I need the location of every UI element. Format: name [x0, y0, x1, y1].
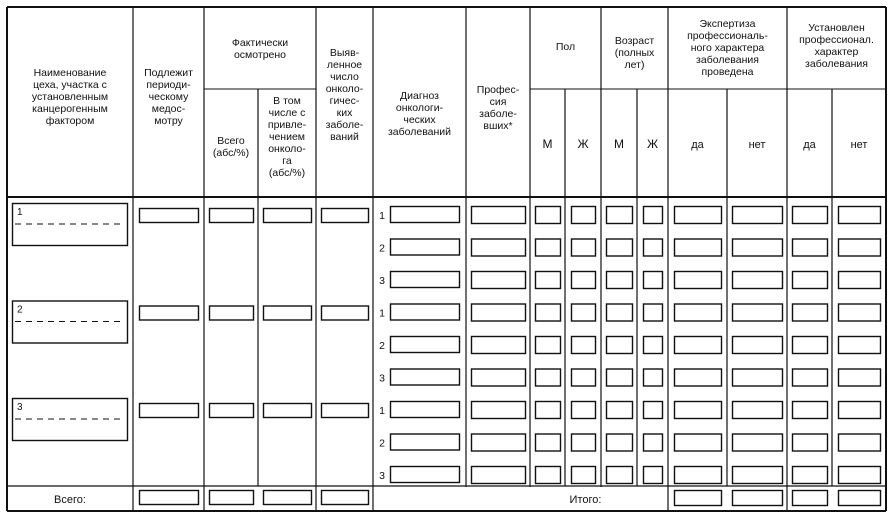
sex-male-box[interactable] — [536, 467, 561, 484]
footer-established-no-total[interactable] — [839, 491, 881, 506]
header-age-female: Ж — [646, 137, 659, 151]
header-examined-total-line: Всего — [217, 135, 245, 147]
header-established-yes: да — [803, 139, 816, 151]
sex-female-box[interactable] — [572, 434, 596, 451]
sex-female-box[interactable] — [572, 304, 596, 321]
header-detected-line: Выяв- — [329, 47, 360, 59]
sex-male-box[interactable] — [536, 304, 561, 321]
diagnosis-row-number: 2 — [379, 340, 385, 352]
diagnosis-field[interactable] — [391, 207, 460, 223]
header-established-line: заболевания — [805, 58, 868, 70]
age-male-box[interactable] — [607, 402, 633, 419]
workshop-number: 1 — [17, 207, 23, 218]
diagnosis-field[interactable] — [391, 337, 460, 353]
detected-field[interactable] — [322, 306, 369, 320]
header-examined-line: Фактически — [231, 37, 289, 49]
diagnosis-row-number: 1 — [379, 307, 385, 320]
established-no-box[interactable] — [839, 207, 881, 224]
profession-box[interactable] — [472, 304, 526, 321]
header-examined-oncologist-line: В том — [273, 95, 301, 107]
sex-female-box[interactable] — [572, 272, 596, 289]
header-expertise-yes: да — [691, 139, 704, 151]
subject-field[interactable] — [140, 306, 199, 320]
workshop-number: 3 — [17, 402, 23, 413]
established-no-box[interactable] — [839, 272, 881, 289]
expertise-no-box[interactable] — [733, 239, 783, 256]
header-age-line: (полных — [614, 47, 655, 59]
table-body — [13, 204, 881, 484]
header-expertise-line: проведена — [701, 66, 754, 78]
header-established-no: нет — [850, 139, 868, 151]
header-examined-total-line: (абс/%) — [212, 147, 250, 159]
diagnosis-row-number: 2 — [379, 437, 385, 450]
age-male-box[interactable] — [607, 337, 633, 354]
profession-box[interactable] — [472, 207, 526, 224]
expertise-no-box[interactable] — [733, 434, 783, 451]
age-female-box[interactable] — [644, 402, 663, 419]
header-examined-oncologist-line: чением — [268, 131, 306, 143]
header-diagnosis — [388, 90, 451, 138]
age-female-box[interactable] — [644, 369, 663, 386]
expertise-yes-box[interactable] — [675, 434, 722, 451]
established-no-box[interactable] — [839, 337, 881, 354]
profession-box[interactable] — [472, 337, 526, 354]
expertise-no-box[interactable] — [733, 369, 783, 386]
header-detected-line: ваний — [330, 131, 359, 143]
footer-established-yes-total[interactable] — [793, 491, 828, 506]
age-male-box[interactable] — [607, 304, 633, 321]
table-header — [32, 18, 874, 179]
header-expertise-no: нет — [748, 139, 766, 151]
header-workshop-line: фактором — [45, 115, 95, 127]
established-yes-box[interactable] — [793, 467, 828, 484]
header-subject — [144, 67, 193, 127]
profession-box[interactable] — [472, 402, 526, 419]
expertise-no-box[interactable] — [733, 304, 783, 321]
header-subject-line: Подлежит — [144, 67, 193, 79]
header-diagnosis-line: заболеваний — [387, 126, 452, 138]
age-female-box[interactable] — [644, 304, 663, 321]
header-subject-line: мотру — [154, 115, 183, 127]
header-profession — [477, 84, 520, 132]
examined-oncologist-field[interactable] — [264, 404, 312, 418]
age-male-box[interactable] — [607, 239, 633, 256]
header-detected-line: ленное — [326, 59, 363, 71]
header-detected-line: заболе- — [325, 119, 364, 131]
age-female-box[interactable] — [644, 467, 663, 484]
header-examined-total — [213, 135, 249, 159]
examined-total-field[interactable] — [210, 404, 254, 418]
header-workshop-line: Наименование — [33, 67, 107, 79]
diagnosis-row-number: 2 — [379, 242, 385, 255]
header-female: Ж — [577, 137, 589, 151]
diagnosis-field[interactable] — [391, 239, 460, 255]
header-examined — [232, 37, 288, 61]
established-no-box[interactable] — [839, 434, 881, 451]
header-examined-line: осмотрено — [233, 49, 287, 61]
header-subject-line: медос- — [151, 103, 186, 115]
sex-male-box[interactable] — [536, 369, 561, 386]
detected-field[interactable] — [322, 404, 369, 418]
established-no-box[interactable] — [839, 369, 881, 386]
examined-oncologist-field[interactable] — [264, 306, 312, 320]
header-expertise-line: профессиональ- — [687, 30, 768, 42]
profession-box[interactable] — [472, 369, 526, 386]
header-profession-line: Профес- — [476, 84, 520, 96]
diagnosis-row-number: 1 — [379, 210, 385, 222]
age-male-box[interactable] — [607, 272, 633, 289]
established-yes-box[interactable] — [793, 304, 828, 321]
sex-female-box[interactable] — [572, 337, 596, 354]
examined-oncologist-field[interactable] — [264, 209, 312, 223]
header-workshop-line: цеха, участка с — [33, 79, 107, 91]
expertise-yes-box[interactable] — [675, 207, 722, 224]
examined-total-field[interactable] — [210, 306, 254, 320]
subject-field[interactable] — [140, 404, 199, 418]
expertise-no-box[interactable] — [733, 337, 783, 354]
established-yes-box[interactable] — [793, 434, 828, 451]
diagnosis-field[interactable] — [391, 467, 460, 483]
sex-female-box[interactable] — [572, 369, 596, 386]
header-examined-oncologist — [268, 95, 307, 179]
established-yes-box[interactable] — [793, 337, 828, 354]
header-diagnosis-line: ческих — [403, 114, 436, 126]
header-diagnosis-line: Диагноз — [400, 90, 439, 102]
footer-subject-total[interactable] — [140, 491, 199, 505]
header-workshop — [32, 67, 108, 127]
header-detected-line: число — [330, 71, 359, 83]
header-workshop-line: установленным — [31, 91, 109, 103]
age-female-box[interactable] — [644, 239, 663, 256]
header-detected — [326, 47, 364, 143]
header-diagnosis-line: онкологи- — [395, 102, 444, 114]
header-expertise-line: Экспертиза — [699, 18, 756, 30]
expertise-no-box[interactable] — [733, 207, 783, 224]
established-no-box[interactable] — [839, 467, 881, 484]
expertise-no-box[interactable] — [733, 467, 783, 484]
footer-merge-mask — [374, 487, 667, 510]
established-no-box[interactable] — [839, 402, 881, 419]
header-examined-oncologist-line: числе с — [268, 107, 306, 119]
expertise-yes-box[interactable] — [675, 239, 722, 256]
established-no-box[interactable] — [839, 239, 881, 256]
header-detected-line: гичес- — [329, 95, 360, 107]
sex-female-box[interactable] — [572, 467, 596, 484]
expertise-no-box[interactable] — [733, 402, 783, 419]
table-grid — [7, 7, 886, 511]
diagnosis-field[interactable] — [391, 369, 460, 385]
header-established-line: характер — [814, 46, 859, 58]
subject-field[interactable] — [140, 209, 199, 223]
header-established-line: профессионал. — [799, 34, 874, 46]
header-expertise-line: заболевания — [696, 54, 759, 66]
age-male-box[interactable] — [607, 207, 633, 224]
profession-box[interactable] — [472, 272, 526, 289]
header-age-line: лет) — [624, 59, 645, 71]
header-workshop-line: канцерогенным — [32, 103, 108, 115]
header-detected-line: ких — [336, 107, 353, 119]
sex-male-box[interactable] — [536, 337, 561, 354]
diagnosis-row-number: 3 — [379, 470, 385, 482]
diagnosis-field[interactable] — [391, 434, 460, 450]
age-female-box[interactable] — [644, 207, 663, 224]
age-male-box[interactable] — [607, 369, 633, 386]
established-yes-box[interactable] — [793, 369, 828, 386]
expertise-yes-box[interactable] — [675, 337, 722, 354]
header-expertise-line: ного характера — [690, 42, 765, 54]
detected-field[interactable] — [322, 209, 369, 223]
header-profession-line: сия — [489, 96, 507, 108]
age-male-box[interactable] — [607, 467, 633, 484]
sex-female-box[interactable] — [572, 207, 596, 224]
profession-box[interactable] — [472, 467, 526, 484]
profession-box[interactable] — [472, 434, 526, 451]
expertise-yes-box[interactable] — [675, 467, 722, 484]
footer-expertise-no-total[interactable] — [733, 491, 783, 506]
header-male: М — [542, 137, 553, 151]
expertise-yes-box[interactable] — [675, 402, 722, 419]
footer-examined-total[interactable] — [210, 491, 254, 505]
header-age-line: Возраст — [614, 35, 655, 47]
header-sex — [556, 41, 575, 53]
footer-expertise-yes-total[interactable] — [675, 491, 722, 506]
footer-total-label: Всего: — [54, 494, 86, 506]
header-subject-line: ческому — [148, 91, 189, 103]
diagnosis-field[interactable] — [391, 402, 460, 418]
expertise-yes-box[interactable] — [675, 369, 722, 386]
sex-male-box[interactable] — [536, 402, 561, 419]
header-established-line: Установлен — [808, 22, 865, 34]
footer-itogo-label: Итого: — [569, 494, 602, 506]
age-female-box[interactable] — [644, 337, 663, 354]
sex-male-box[interactable] — [536, 434, 561, 451]
established-yes-box[interactable] — [793, 272, 828, 289]
footer-detected-total[interactable] — [322, 491, 369, 505]
footer-oncologist-total[interactable] — [264, 491, 312, 505]
header-profession-line: заболе- — [479, 108, 517, 120]
age-male-box[interactable] — [607, 434, 633, 451]
sex-male-box[interactable] — [536, 272, 561, 289]
expertise-no-box[interactable] — [733, 272, 783, 289]
sex-female-box[interactable] — [572, 402, 596, 419]
header-examined-oncologist-line: онколо- — [268, 143, 306, 155]
header-age-male: М — [614, 137, 624, 151]
established-yes-box[interactable] — [793, 207, 828, 224]
sex-male-box[interactable] — [536, 239, 561, 256]
diagnosis-row-number: 3 — [379, 372, 385, 385]
header-established — [799, 22, 874, 70]
sex-male-box[interactable] — [536, 207, 561, 224]
expertise-yes-box[interactable] — [675, 272, 722, 289]
established-no-box[interactable] — [839, 304, 881, 321]
header-expertise — [687, 18, 768, 78]
examined-total-field[interactable] — [210, 209, 254, 223]
header-examined-oncologist-line: (абс/%) — [268, 167, 306, 179]
established-yes-box[interactable] — [793, 402, 828, 419]
age-female-box[interactable] — [644, 272, 663, 289]
header-examined-oncologist-line: привле- — [267, 119, 307, 131]
header-detected-line: онколо- — [325, 83, 364, 95]
sex-female-box[interactable] — [572, 239, 596, 256]
diagnosis-row-number: 1 — [379, 405, 385, 417]
header-sex-line: Пол — [555, 41, 576, 53]
header-age — [615, 35, 655, 71]
header-examined-oncologist-line: га — [282, 155, 292, 167]
diagnosis-row-number: 3 — [379, 275, 385, 287]
header-subject-line: периоди- — [146, 79, 191, 91]
header-profession-line: вших* — [483, 120, 513, 132]
established-yes-box[interactable] — [793, 239, 828, 256]
profession-box[interactable] — [472, 239, 526, 256]
expertise-yes-box[interactable] — [675, 304, 722, 321]
diagnosis-field[interactable] — [391, 304, 460, 320]
workshop-number: 2 — [17, 304, 23, 316]
diagnosis-field[interactable] — [391, 272, 460, 288]
age-female-box[interactable] — [644, 434, 663, 451]
